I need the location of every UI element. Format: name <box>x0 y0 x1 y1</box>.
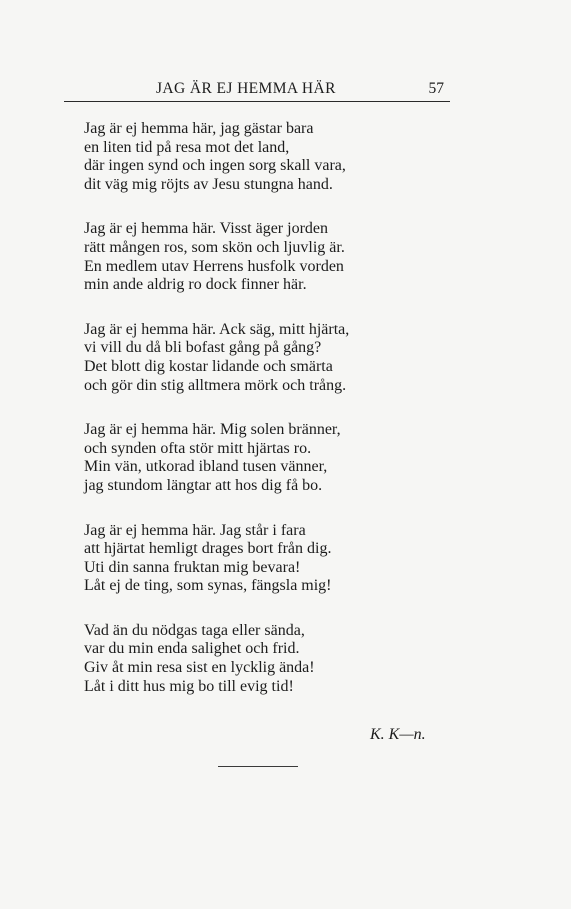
poem <box>84 120 444 722</box>
poem-line: Vad än du nödgas taga eller sända, <box>84 621 305 639</box>
poem-line: rätt mången ros, som skön och ljuvlig är. <box>84 238 345 256</box>
stanza <box>84 522 444 596</box>
poem-line: min ande aldrig ro dock finner här. <box>84 276 307 294</box>
poem-line: Giv åt min resa sist en lycklig ända! <box>84 659 315 677</box>
poem-line: där ingen synd och ingen sorg skall vara, <box>84 157 346 175</box>
poem-line: var du min enda salighet och frid. <box>84 640 300 658</box>
poem-line: Jag är ej hemma här. Ack säg, mitt hjärta, <box>84 320 350 338</box>
poem-line: att hjärtat hemligt drages bort från dig. <box>84 540 332 558</box>
poem-line: Jag är ej hemma här. Jag står i fara <box>84 521 306 539</box>
poem-line: Det blott dig kostar lidande och smärta <box>84 357 333 375</box>
poem-line: en liten tid på resa mot det land, <box>84 138 290 156</box>
stanza <box>84 220 444 294</box>
poem-line: Jag är ej hemma här, jag gästar bara <box>84 120 314 137</box>
poem-line: Jag är ej hemma här. Mig solen bränner, <box>84 421 341 439</box>
poem-line: En medlem utav Herrens husfolk vorden <box>84 257 344 275</box>
poem-line: Min vän, utkorad ibland tusen vänner, <box>84 458 328 476</box>
page-header <box>64 80 450 104</box>
poem-line: vi vill du då bli bofast gång på gång? <box>84 339 322 357</box>
header-rule <box>64 101 450 102</box>
poem-line: och synden ofta stör mitt hjärtas ro. <box>84 439 312 457</box>
stanza <box>84 120 444 194</box>
end-rule <box>218 766 298 767</box>
poem-line: dit väg mig röjts av Jesu stungna hand. <box>84 175 333 193</box>
poem-line: Jag är ej hemma här. Visst äger jorden <box>84 220 328 238</box>
poem-line: Låt ej de ting, som synas, fängsla mig! <box>84 577 332 595</box>
stanza <box>84 622 444 696</box>
author-signature: K. K—n. <box>370 726 426 743</box>
stanza <box>84 421 444 495</box>
page-number: 57 <box>428 80 444 97</box>
poem-line: Uti din sanna fruktan mig bevara! <box>84 558 301 576</box>
poem-line: och gör din stig alltmera mörk och trång. <box>84 376 347 394</box>
stanza <box>84 321 444 395</box>
running-title: JAG ÄR EJ HEMMA HÄR <box>156 80 336 97</box>
poem-line: Låt i ditt hus mig bo till evig tid! <box>84 677 294 695</box>
poem-line: jag stundom längtar att hos dig få bo. <box>84 476 323 494</box>
